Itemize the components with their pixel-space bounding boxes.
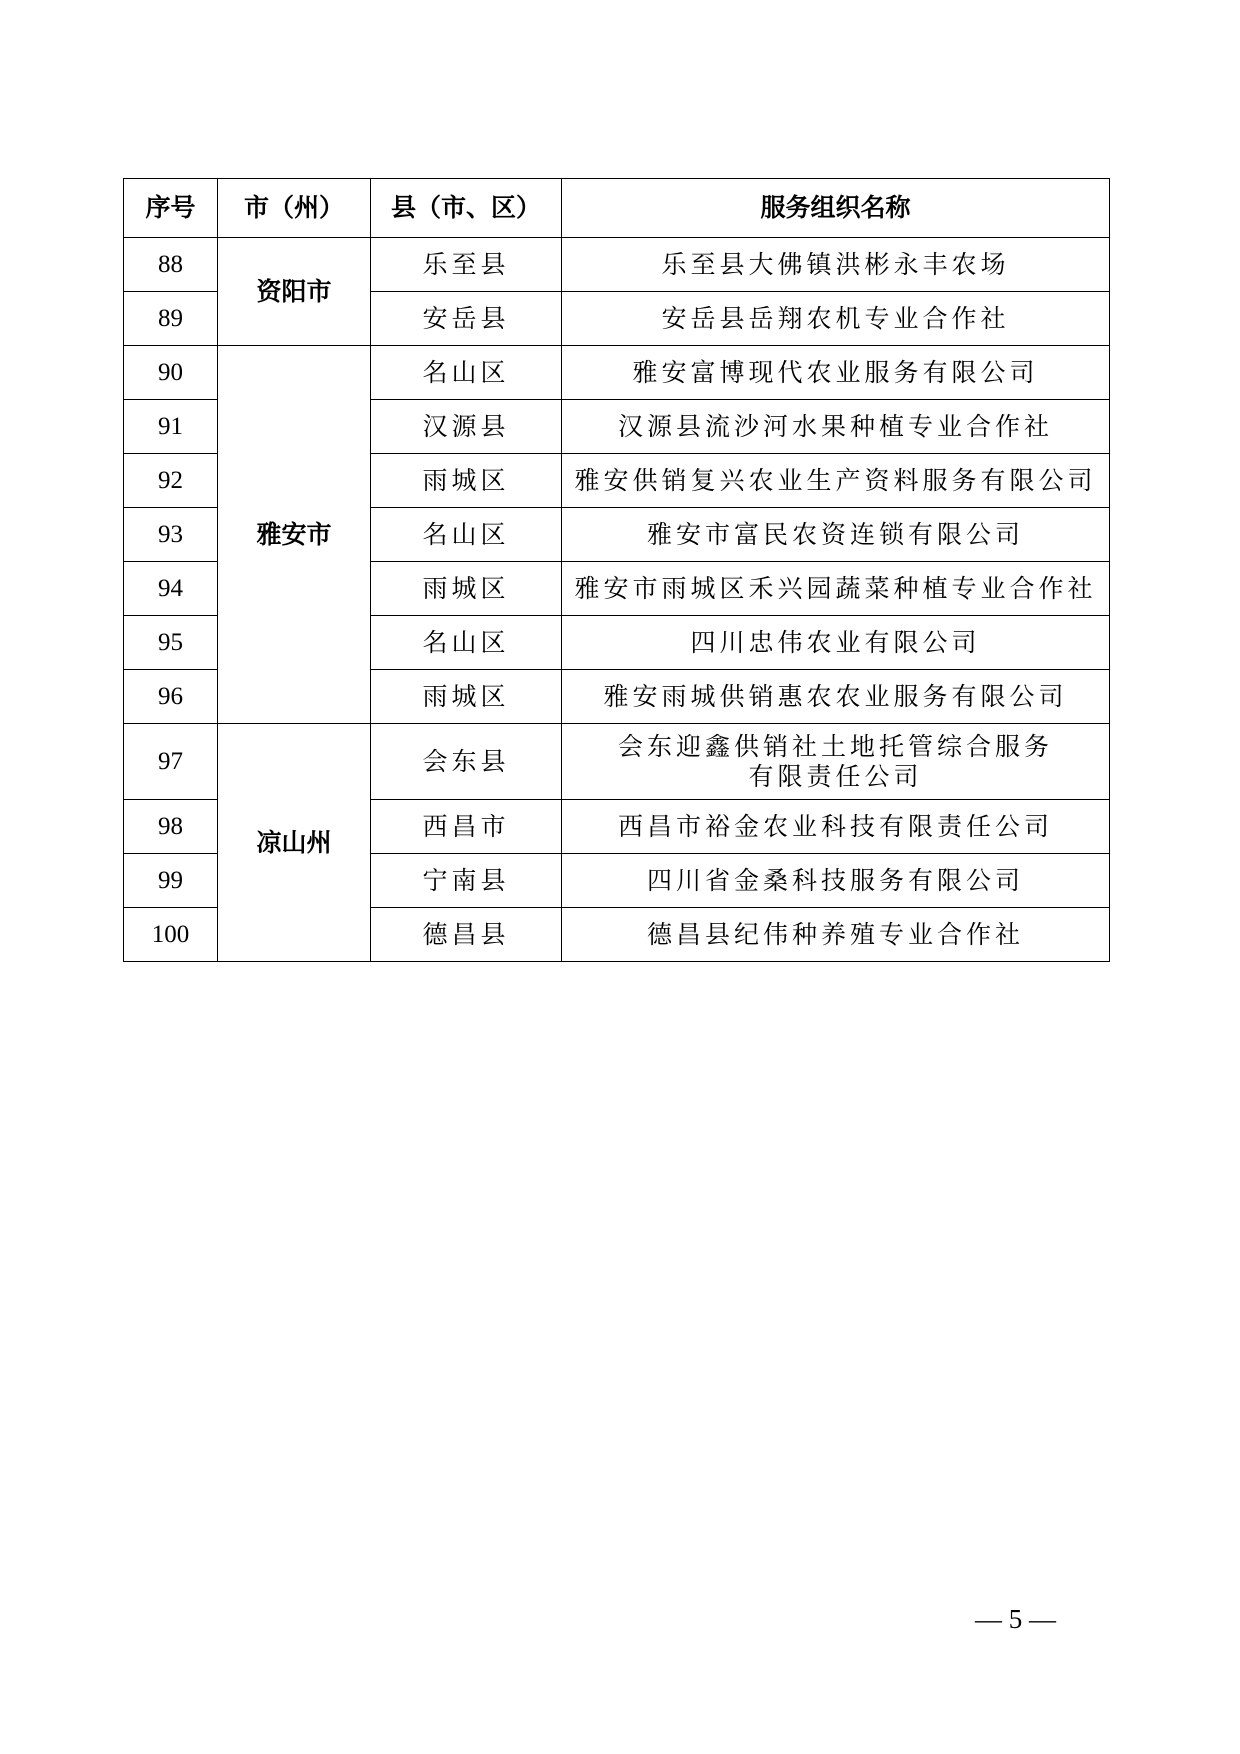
org-cell: 四川忠伟农业有限公司 bbox=[562, 616, 1110, 670]
org-cell: 雅安市富民农资连锁有限公司 bbox=[562, 508, 1110, 562]
table-row bbox=[124, 346, 1110, 400]
county-cell: 雨城区 bbox=[371, 670, 562, 724]
row-index: 98 bbox=[124, 800, 218, 854]
org-cell: 雅安富博现代农业服务有限公司 bbox=[562, 346, 1110, 400]
city-cell: 凉山州 bbox=[218, 724, 371, 962]
county-cell: 名山区 bbox=[371, 508, 562, 562]
org-cell: 汉源县流沙河水果种植专业合作社 bbox=[562, 400, 1110, 454]
row-index: 96 bbox=[124, 670, 218, 724]
org-cell: 雅安供销复兴农业生产资料服务有限公司 bbox=[562, 454, 1110, 508]
row-index: 95 bbox=[124, 616, 218, 670]
county-cell: 名山区 bbox=[371, 616, 562, 670]
header-county: 县（市、区） bbox=[371, 179, 562, 238]
org-cell: 乐至县大佛镇洪彬永丰农场 bbox=[562, 238, 1110, 292]
row-index: 92 bbox=[124, 454, 218, 508]
row-index: 97 bbox=[124, 724, 218, 800]
org-cell: 雅安雨城供销惠农农业服务有限公司 bbox=[562, 670, 1110, 724]
city-cell: 资阳市 bbox=[218, 238, 371, 346]
county-cell: 安岳县 bbox=[371, 292, 562, 346]
org-cell bbox=[562, 724, 1110, 800]
org-cell: 雅安市雨城区禾兴园蔬菜种植专业合作社 bbox=[562, 562, 1110, 616]
header-index: 序号 bbox=[124, 179, 218, 238]
county-cell: 汉源县 bbox=[371, 400, 562, 454]
org-cell: 西昌市裕金农业科技有限责任公司 bbox=[562, 800, 1110, 854]
org-cell: 德昌县纪伟种养殖专业合作社 bbox=[562, 908, 1110, 962]
county-cell: 雨城区 bbox=[371, 454, 562, 508]
org-line-2: 有限责任公司 bbox=[748, 761, 923, 791]
page-number: — 5 — bbox=[975, 1604, 1056, 1634]
row-index: 91 bbox=[124, 400, 218, 454]
county-cell: 德昌县 bbox=[371, 908, 562, 962]
header-org: 服务组织名称 bbox=[562, 179, 1110, 238]
county-cell: 会东县 bbox=[371, 724, 562, 800]
row-index: 93 bbox=[124, 508, 218, 562]
row-index: 89 bbox=[124, 292, 218, 346]
table-row bbox=[124, 724, 1110, 800]
county-cell: 西昌市 bbox=[371, 800, 562, 854]
table-header-row bbox=[124, 179, 1110, 238]
org-line-1: 会东迎鑫供销社土地托管综合服务 bbox=[617, 731, 1053, 761]
row-index: 94 bbox=[124, 562, 218, 616]
row-index: 100 bbox=[124, 908, 218, 962]
row-index: 88 bbox=[124, 238, 218, 292]
county-cell: 名山区 bbox=[371, 346, 562, 400]
org-cell: 四川省金桑科技服务有限公司 bbox=[562, 854, 1110, 908]
service-organization-table bbox=[123, 178, 1110, 962]
row-index: 90 bbox=[124, 346, 218, 400]
table-row bbox=[124, 238, 1110, 292]
county-cell: 雨城区 bbox=[371, 562, 562, 616]
row-index: 99 bbox=[124, 854, 218, 908]
header-city: 市（州） bbox=[218, 179, 371, 238]
city-cell: 雅安市 bbox=[218, 346, 371, 724]
county-cell: 乐至县 bbox=[371, 238, 562, 292]
org-cell: 安岳县岳翔农机专业合作社 bbox=[562, 292, 1110, 346]
county-cell: 宁南县 bbox=[371, 854, 562, 908]
